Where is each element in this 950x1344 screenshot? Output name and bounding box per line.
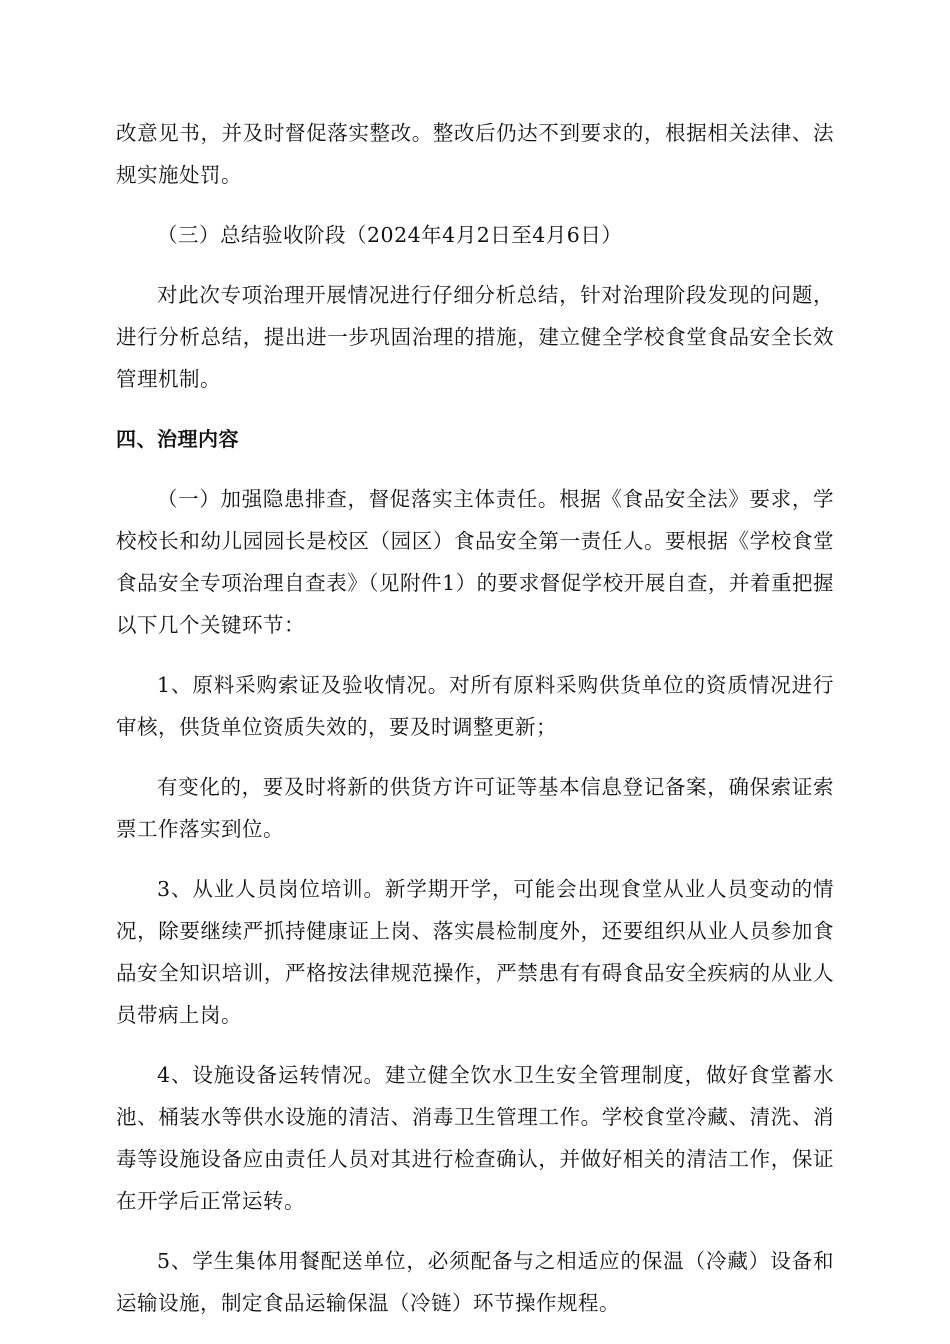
paragraph-equipment-operation: 4、设施设备运转情况。建立健全饮水卫生安全管理制度，做好食堂蓄水池、桶装水等供水设施的清洁、消毒卫生管理工作。学校食堂冷藏、清洗、消毒等设施设备应由责任人员对其进行检查确认，并做好相关的清洁工作，保证在开学后正常运转。 [116, 1063, 834, 1213]
document-body [116, 112, 834, 1342]
paragraph-meal-delivery: 5、学生集体用餐配送单位，必须配备与之相适应的保温（冷藏）设备和运输设施，制定食品运输保温（冷链）环节操作规程。 [116, 1249, 834, 1315]
paragraph-raw-material-procurement: 1、原料采购索证及验收情况。对所有原料采购供货单位的资质情况进行审核，供货单位资质失效的，要及时调整更新； [116, 673, 834, 739]
paragraph-supplier-registration: 有变化的，要及时将新的供货方许可证等基本信息登记备案，确保索证索票工作落实到位。 [116, 775, 834, 841]
paragraph-summary-analysis: 对此次专项治理开展情况进行仔细分析总结，针对治理阶段发现的问题，进行分析总结，提出进一步巩固治理的措施，建立健全学校食堂食品安全长效管理机制。 [116, 283, 834, 391]
paragraph-staff-training: 3、从业人员岗位培训。新学期开学，可能会出现食堂从业人员变动的情况，除要继续严抓持健康证上岗、落实晨检制度外，还要组织从业人员参加食品安全知识培训，严格按法律规范操作，严禁患有有碍食品安全疾病的从业人员带病上岗。 [116, 877, 834, 1027]
heading-governance-content: 四、治理内容 [116, 427, 239, 451]
paragraph-hazard-inspection: （一）加强隐患排查，督促落实主体责任。根据《食品安全法》要求，学校校长和幼儿园园长是校区（园区）食品安全第一责任人。要根据《学校食堂食品安全专项治理自查表》（见附件1）的要求督促学校开展自查，并着重把握以下几个关键环节： [116, 487, 834, 637]
section-summary-acceptance: （三）总结验收阶段（2024年4月2日至4月6日） [157, 223, 623, 247]
paragraph-rectification: 改意见书，并及时督促落实整改。整改后仍达不到要求的，根据相关法律、法规实施处罚。 [116, 121, 834, 187]
